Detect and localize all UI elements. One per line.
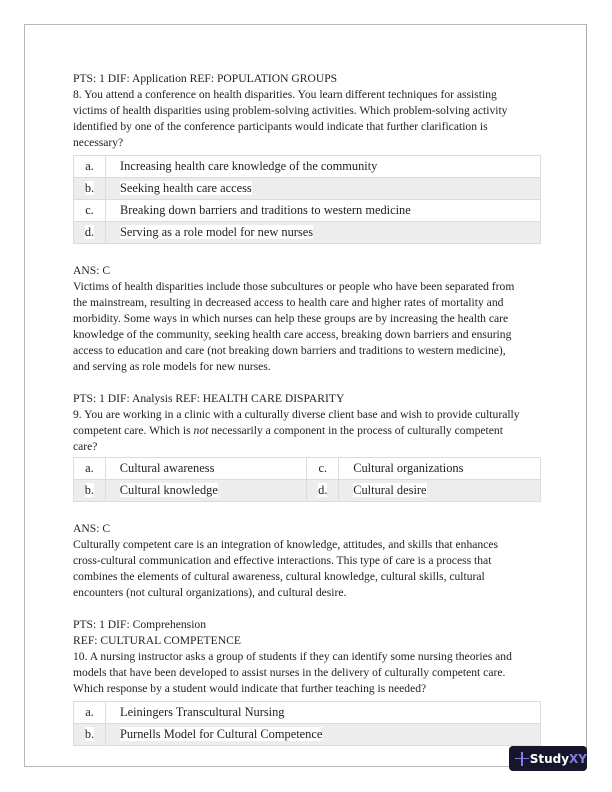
- option-row: [74, 222, 541, 244]
- option-letter: d.: [307, 480, 339, 502]
- emphasis-not: not: [193, 424, 209, 437]
- rationale-line: and serving as role models for new nurses.: [73, 360, 271, 373]
- option-row: [74, 200, 541, 222]
- question-10-meta: PTS: 1 DIF: Comprehension: [73, 618, 207, 631]
- rationale-line: the mainstream, resulting in decreased access to health care and higher rates of mortality and: [73, 296, 504, 309]
- option-letter: a.: [74, 458, 106, 480]
- question-10-text-line: Which response by a student would indicate that further teaching is needed?: [73, 682, 427, 695]
- option-text: Cultural awareness: [105, 458, 307, 480]
- question-10-text-line: models that have been developed to assist nurses in the delivery of culturally competent care.: [73, 666, 506, 679]
- rationale-line: combines the elements of cultural awareness, cultural knowledge, cultural skills, cultural: [73, 570, 485, 583]
- question-9-answer: [73, 521, 565, 601]
- studyxy-badge[interactable]: [509, 746, 587, 771]
- question-8-answer: [73, 263, 565, 375]
- question-9-options-table: [73, 457, 541, 502]
- option-letter: a.: [74, 156, 106, 178]
- rationale-line: knowledge of the community, seeking health care access, breaking down barriers and ensuring: [73, 328, 512, 341]
- option-text: Breaking down barriers and traditions to western medicine: [106, 200, 541, 222]
- option-row: [74, 724, 541, 746]
- question-8-text-line: victims of health disparities using problem-solving activities. Which problem-solving activity: [73, 104, 508, 117]
- option-text: Leiningers Transcultural Nursing: [106, 702, 541, 724]
- option-text: Increasing health care knowledge of the community: [106, 156, 541, 178]
- question-10-text-line: 10. A nursing instructor asks a group of students if they can identify some nursing theories and: [73, 650, 512, 663]
- answer-key: ANS: C: [73, 264, 111, 277]
- option-text: Serving as a role model for new nurses: [106, 222, 541, 244]
- question-8-text-line: identified by one of the conference participants would indicate that further clarification is: [73, 120, 488, 133]
- rationale-line: morbidity. Some ways in which nurses can help these groups are by increasing the health care: [73, 312, 509, 325]
- option-letter: a.: [74, 702, 106, 724]
- option-text: Purnells Model for Cultural Competence: [106, 724, 541, 746]
- question-10-ref: REF: CULTURAL COMPETENCE: [73, 634, 241, 647]
- option-letter: b.: [74, 178, 106, 200]
- option-letter: b.: [74, 724, 106, 746]
- plus-icon: [515, 752, 524, 766]
- option-row: [74, 178, 541, 200]
- question-9-text-line: care?: [73, 440, 98, 453]
- answer-key: ANS: C: [73, 522, 111, 535]
- question-8-text-line: 8. You attend a conference on health disparities. You learn different techniques for assisting: [73, 88, 497, 101]
- rationale-line: cross-cultural communication and effective interactions. This type of care is a process that: [73, 554, 492, 567]
- option-text: Seeking health care access: [106, 178, 541, 200]
- rationale-line: encounters (not cultural organizations), and cultural desire.: [73, 586, 347, 599]
- rationale-line: Culturally competent care is an integration of knowledge, attitudes, and skills that enhances: [73, 538, 498, 551]
- rationale-line: Victims of health disparities include those subcultures or people who have been separated from: [73, 280, 515, 293]
- question-8-options-table: [73, 155, 541, 244]
- brand-name: StudyXY: [529, 751, 587, 766]
- document-page: [24, 24, 587, 767]
- option-letter: b.: [74, 480, 106, 502]
- question-9: [73, 391, 565, 455]
- option-letter: d.: [74, 222, 106, 244]
- question-9-meta: PTS: 1 DIF: Analysis REF: HEALTH CARE DISPARITY: [73, 392, 345, 405]
- option-row: [74, 702, 541, 724]
- option-row: [74, 156, 541, 178]
- question-8: [73, 71, 565, 151]
- option-row: [74, 458, 541, 480]
- question-9-text-line: 9. You are working in a clinic with a culturally diverse client base and wish to provide culturally: [73, 408, 520, 421]
- option-row: [74, 480, 541, 502]
- question-9-text-line: competent care. Which is not necessarily a component in the process of culturally competent: [73, 424, 503, 437]
- option-letter: c.: [307, 458, 339, 480]
- option-text: Cultural organizations: [339, 458, 541, 480]
- question-8-text-line: necessary?: [73, 136, 124, 149]
- question-8-meta: PTS: 1 DIF: Application REF: POPULATION GROUPS: [73, 72, 338, 85]
- option-letter: c.: [74, 200, 106, 222]
- rationale-line: access to education and care (not breaking down barriers and traditions to western medicine),: [73, 344, 506, 357]
- option-text: Cultural desire: [339, 480, 541, 502]
- option-text: Cultural knowledge: [105, 480, 307, 502]
- question-10-options-table: [73, 701, 541, 746]
- question-10: [73, 617, 565, 697]
